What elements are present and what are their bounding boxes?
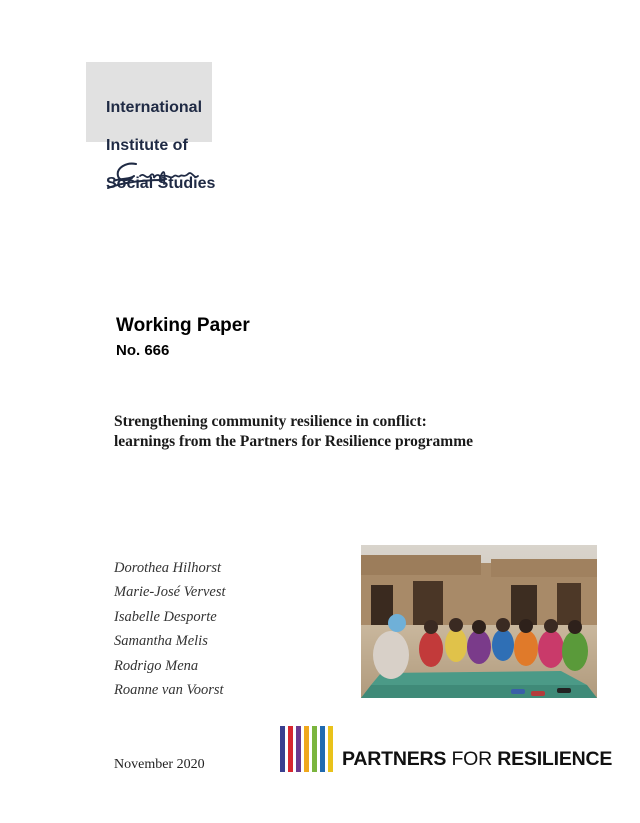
- pfr-color-bars: [280, 726, 335, 772]
- author-name: Marie-José Vervest: [114, 584, 226, 601]
- paper-title: [114, 412, 473, 452]
- pfr-bar: [312, 726, 317, 772]
- author-list: [114, 556, 226, 702]
- photo-illustration: [361, 545, 597, 698]
- pfr-bar: [288, 726, 293, 772]
- author-name: Isabelle Desporte: [114, 608, 217, 625]
- publication-date: November 2020: [114, 757, 205, 772]
- working-paper-label: Working Paper: [116, 315, 250, 336]
- pfr-word-for: FOR: [451, 748, 492, 770]
- author-name: Roanne van Voorst: [114, 682, 224, 699]
- iss-logo: [86, 62, 236, 192]
- paper-title-line-1: Strengthening community resilience in conflict:: [114, 413, 427, 430]
- pfr-wordmark: [342, 748, 612, 771]
- author-name: Rodrigo Mena: [114, 657, 199, 674]
- working-paper-number: No. 666: [116, 342, 170, 359]
- institute-name-line-2: Institute of: [106, 137, 188, 154]
- institute-name-line-1: International: [106, 99, 203, 116]
- partners-for-resilience-logo: [280, 726, 613, 772]
- author-name: Dorothea Hilhorst: [114, 560, 222, 576]
- pfr-bar: [304, 726, 309, 772]
- paper-title-line-2: learnings from the Partners for Resilience programme: [114, 433, 473, 450]
- pfr-bar: [296, 726, 301, 772]
- pfr-bar: [328, 726, 333, 772]
- erasmus-signature-logo: [104, 154, 214, 194]
- pfr-word-partners: PARTNERS: [342, 748, 447, 770]
- institute-name-line-3: Social Studies: [106, 175, 216, 192]
- pfr-word-resilience: RESILIENCE: [497, 748, 613, 770]
- community-meeting-photo: [361, 545, 597, 698]
- author-name: Samantha Melis: [114, 633, 208, 650]
- pfr-bar: [280, 726, 285, 772]
- pfr-bar: [320, 726, 325, 772]
